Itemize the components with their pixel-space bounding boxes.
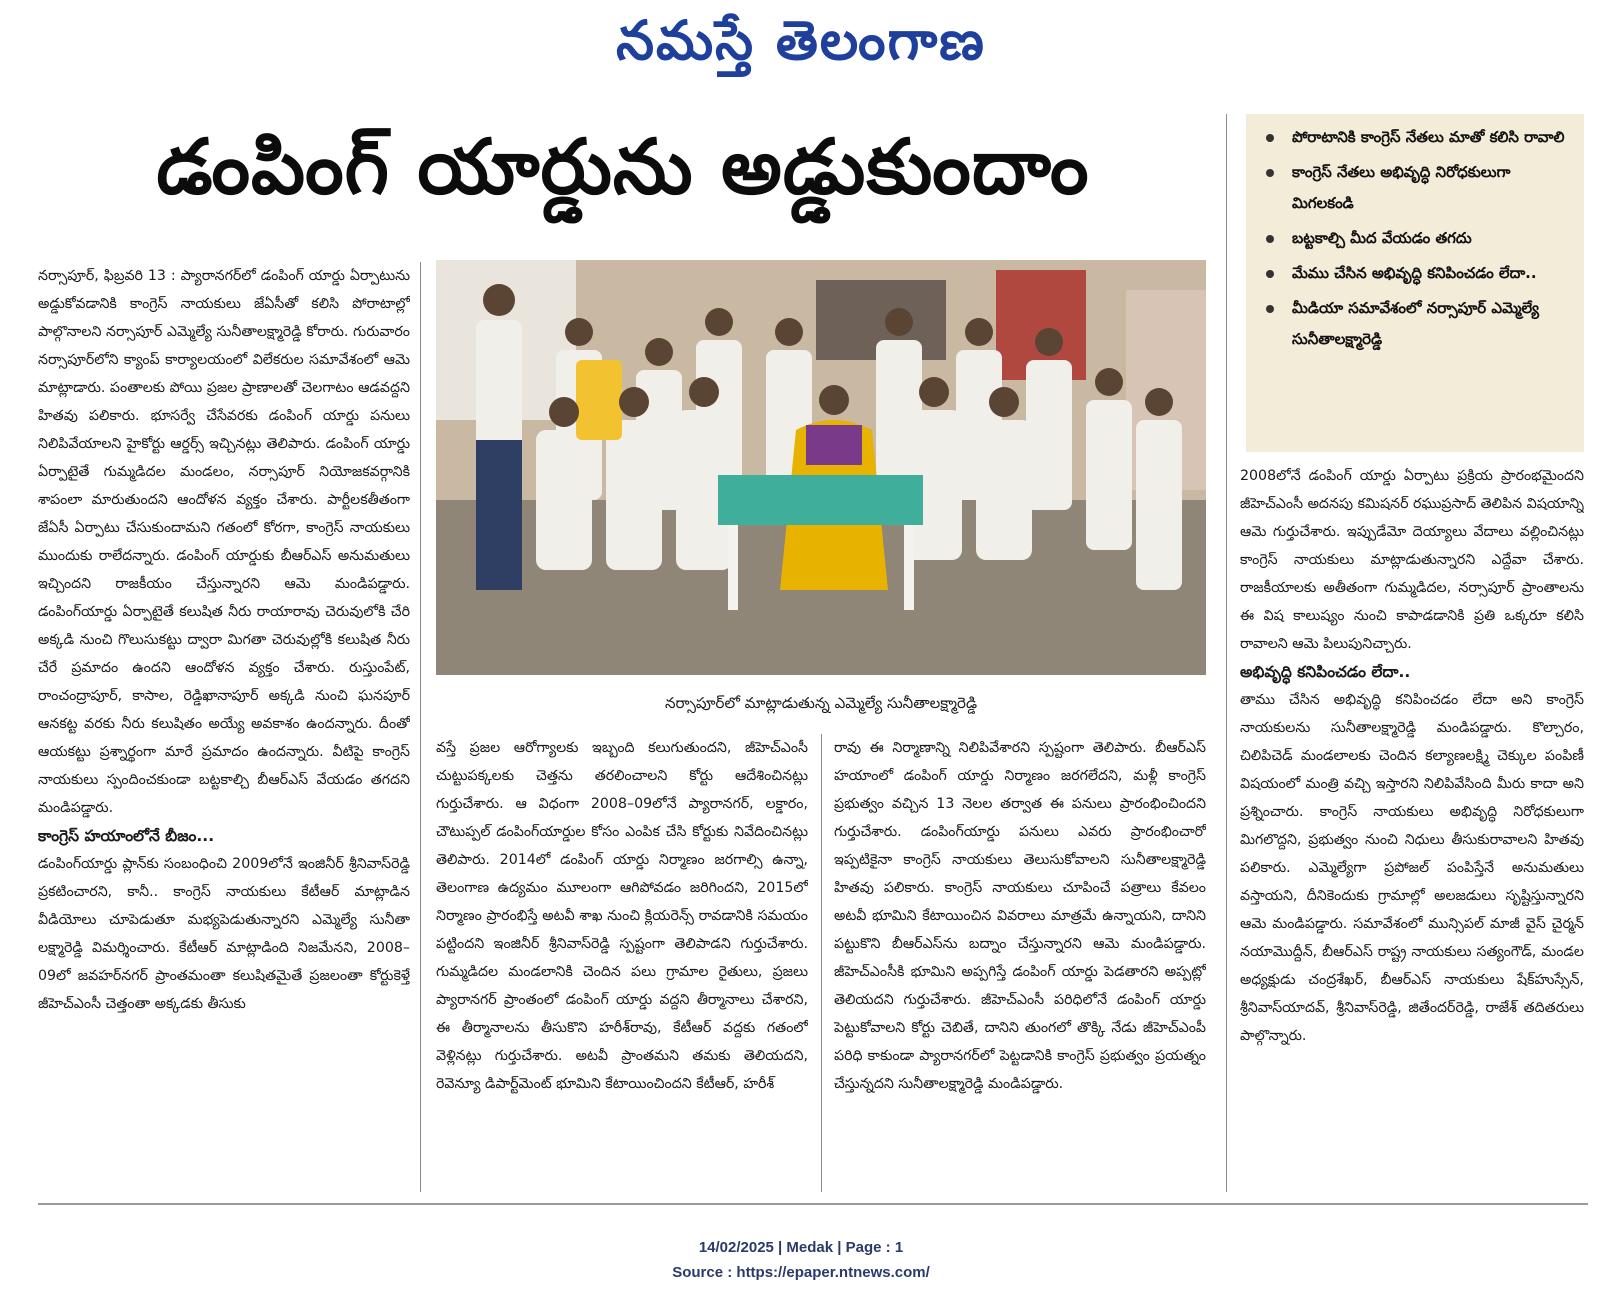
highlight-item: బట్టకాల్చి మీద వేయడం తగదు: [1262, 223, 1576, 254]
highlight-item: కాంగ్రెస్ నేతలు అభివృద్ధి నిరోధకులుగా మిగలకండి: [1262, 157, 1576, 219]
subheading: కాంగ్రెస్ హయాంలోనే బీజం...: [38, 827, 215, 845]
article-paragraph: నర్సాపూర్, ఫిబ్రవరి 13 : ప్యారానగర్‌లో డంపింగ్ యార్డు ఏర్పాటును అడ్డుకోవడానికి కాంగ్రెస్ నాయకులు జేఏసీతో కలిసి పోరాటాల్లో పాల్గొనాలని నర్సాపూర్ ఎమ్మెల్యే సునీతాలక్ష్మారెడ్డి కోరారు. గురువారం నర్సాపూర్‌లోని క్యాంప్ కార్యాలయంలో విలేకరుల సమావేశంలో ఆమె మాట్లాడారు. పంతాలకు పోయి ప్రజల ప్రాణాలతో చెలగాటం ఆడవద్దని హితవు పలికారు. భూసర్వే చేసేవరకు డంపింగ్ యార్డు పనులు నిలిపివేయాలని హైకోర్టు ఆర్డర్స్ ఇచ్చినట్లు తెలిపారు. డంపింగ్ యార్డు ఏర్పాటైతే గుమ్మడిదల మండలం, నర్సాపూర్ నియోజకవర్గానికి శాపంలా మారుతుందని ఆందోళన వ్యక్తం చేశారు. పార్టీలకతీతంగా జేఏసీ ఏర్పాటు చేసుకుందామని గతంలో కోరగా, కాంగ్రెస్ నాయకులు ముందుకు రాలేదన్నారు. డంపింగ్ యార్డుకు బీఆర్ఎస్ అనుమతులు ఇచ్చిందని రాజకీయం చేస్తున్నారని ఆమె మండిపడ్డారు. డంపింగ్‌యార్డు ఏర్పాటైతే కలుషిత నీరు రాయారావు చెరువులోకి చేరి అక్కడి నుంచి గొలుసుకట్టు ద్వారా మిగతా చెరువుల్లోకి కలుషిత నీరు చేరే ప్రమాదం ఉందని ఆందోళన వ్యక్తం చేశారు. రుస్తుంపేట్, రాంచంద్రాపూర్, కాసాల, రెడ్డిఖానాపూర్ అక్కడి నుంచి ఘనపూర్ ఆనకట్ట వరకు నీరు కలుషితం అయ్యే అవకాశం ఉందన్నారు. దీంతో ఆయకట్టు ప్రశ్నార్థంగా మారే ప్రమాదం ఉందన్నారు. వీటిపై కాంగ్రెస్ నాయకులు స్పందించకుండా బట్టకాల్చి బీఆర్ఎస్ వేయడం తగదని మండిపడ్డారు.: [38, 268, 410, 816]
article-paragraph: డంపింగ్‌యార్డు ప్లాన్‌కు సంబంధించి 2009లోనే ఇంజినీర్ శ్రీనివాస్‌రెడ్డి ప్రకటించారని, కానీ.. కాంగ్రెస్ నాయకులు కేటీఆర్ మాట్లాడిన వీడియోలు చూపెడుతూ మభ్యపెడుతున్నారని ఎమ్మెల్యే సునీతా లక్ష్మారెడ్డి విమర్శించారు. కేటీఆర్ మాట్లాడింది నిజమేనని, 2008–09లో జవహర్‌నగర్ ప్రాంతమంతా కలుషితమైతే ప్రజలంతా కోర్టుకెళ్తే జీహెచ్‌ఎంసీ చెత్తంతా అక్కడకు తీసుకు: [38, 856, 410, 1012]
masthead-logo: నమస్తే తెలంగాణ: [616, 8, 986, 72]
article-column-1: [38, 262, 410, 1194]
article-column-2: [436, 734, 808, 1194]
headline: డంపింగ్ యార్డును అడ్డుకుందాం: [156, 122, 1090, 211]
photo-caption: నర్సాపూర్‌లో మాట్లాడుతున్న ఎమ్మెల్యే సునీతాలక్ష్మారెడ్డి: [664, 694, 978, 712]
article-column-4: [1240, 462, 1584, 1194]
bullet-icon: [1266, 169, 1274, 177]
footer-date-edition: 14/02/2025 | Medak | Page : 1: [698, 1239, 904, 1256]
subheading: అభివృద్ధి కనిపించడం లేదా..: [1240, 663, 1411, 681]
bullet-icon: [1266, 134, 1274, 142]
highlight-item: పోరాటానికి కాంగ్రెస్ నేతలు మాతో కలిసి రావాలి: [1262, 122, 1576, 153]
article-paragraph: 2008లోనే డంపింగ్ యార్డు ఏర్పాటు ప్రక్రియ ప్రారంభమైందని జీహెచ్‌ఎంసీ అదనపు కమిషనర్ రఘుప్రసాద్ తెలిపిన విషయాన్ని ఆమె గుర్తుచేశారు. ఇప్పుడేమో దెయ్యాలు వేదాలు వల్లించినట్లు కాంగ్రెస్ నాయకులు మాట్లాడుతున్నారని ఎద్దేవా చేశారు. రాజకీయాలకు అతీతంగా గుమ్మడిదల, నర్సాపూర్ ప్రాంతాలను ఈ విష కాలుష్యం నుంచి కాపాడడానికి ప్రతి ఒక్కరూ కలిసి రావాలని ఆమె పిలుపునిచ్చారు.: [1240, 468, 1584, 652]
highlights-list: [1246, 114, 1584, 355]
article-paragraph: వస్తే ప్రజల ఆరోగ్యాలకు ఇబ్బంది కలుగుతుందని, జీహెచ్‌ఎంసీ చుట్టుపక్కలకు చెత్తను తరలించాలని కోర్టు ఆదేశించినట్లు గుర్తుచేశారు. ఆ విధంగా 2008–09లోనే ప్యారానగర్, లక్డారం, చౌటుప్పల్ డంపింగ్‌యార్డుల కోసం ఎంపిక చేసి కోర్టుకు నివేదించినట్లు తెలిపారు. 2014లో డంపింగ్ యార్డు నిర్మాణం జరగాల్సి ఉన్నా, తెలంగాణ ఉద్యమం మూలంగా ఆగిపోవడం జరిగిందని, 2015లో నిర్మాణం ప్రారంభిస్తే అటవీ శాఖ నుంచి క్లియరెన్స్ రావడానికి సమయం పట్టిందని ఇంజినీర్ శ్రీనివాస్‌రెడ్డి స్పష్టంగా తెలిపాడని గుర్తుచేశారు. గుమ్మడిదల మండలానికి చెందిన పలు గ్రామాల రైతులు, ప్రజలు ప్యారానగర్ ప్రాంతంలో డంపింగ్ యార్డు వద్దని తీర్మానాలు చేశారని, ఈ తీర్మానాలను తీసుకొని హరీశ్‌రావు, కేటీఆర్ వద్దకు గతంలో వెళ్లినట్లు గుర్తుచేశారు. అటవీ ప్రాంతమని తమకు తెలియదని, రెవెన్యూ డిపార్ట్‌మెంట్ భూమిని కేటాయించిందని కేటీఆర్, హరీశ్: [436, 740, 808, 1092]
column-divider: [821, 734, 822, 1192]
bullet-icon: [1266, 270, 1274, 278]
column-divider: [1226, 114, 1227, 1192]
article-column-3: [834, 734, 1206, 1194]
bullet-icon: [1266, 235, 1274, 243]
highlights-box: [1246, 114, 1584, 452]
footer-source: Source : https://epaper.ntnews.com/: [672, 1264, 930, 1281]
article-paragraph: రావు ఈ నిర్మాణాన్ని నిలిపివేశారని స్పష్టంగా తెలిపారు. బీఆర్ఎస్ హయాంలో డంపింగ్ యార్డు నిర్మాణం జరగలేదని, మళ్లీ కాంగ్రెస్ ప్రభుత్వం వచ్చిన 13 నెలల తర్వాత ఈ పనులు ప్రారంభించిందని గుర్తుచేశారు. డంపింగ్‌యార్డు పనులు ఎవరు ప్రారంభించారో ఇప్పటికైనా కాంగ్రెస్ నాయకులు తెలుసుకోవాలని సునీతాలక్ష్మారెడ్డి హితవు పలికారు. కాంగ్రెస్ నాయకులు చూపించే పత్రాలు కేవలం అటవీ భూమిని కేటాయించిన వివరాలు మాత్రమే ఉన్నాయని, దానిని పట్టుకొని బీఆర్ఎస్‌ను బద్నాం చేస్తున్నారని ఆమె మండిపడ్డారు. జీహెచ్‌ఎంసీకి భూమిని అప్పగిస్తే డంపింగ్ యార్డు పెడతారని అప్పట్లో తెలియదని గుర్తుచేశారు. జీహెచ్‌ఎంసీ పరిధిలోనే డంపింగ్ యార్డు పెట్టుకోవాలని కోర్టు చెబితే, దానిని తుంగలో తొక్కి నేడు జీహెచ్‌ఎంపీ పరిధి కాకుండా ప్యారానగర్‌లో పెట్టడానికి కాంగ్రెస్ ప్రభుత్వం ప్రయత్నం చేస్తున్నదని సునీతాలక్ష్మారెడ్డి మండిపడ్డారు.: [834, 740, 1206, 1092]
news-photo: [436, 260, 1206, 675]
column-divider: [420, 262, 421, 1192]
article-paragraph: తాము చేసిన అభివృద్ధి కనిపించడం లేదా అని కాంగ్రెస్ నాయకులను సునీతాలక్ష్మారెడ్డి మండిపడ్డారు. కొల్చారం, చిలిపిచెడ్ మండలాలకు చెందిన కల్యాణలక్ష్మి చెక్కుల పంపిణీ విషయంలో మంత్రి వచ్చి ఇస్తారని నిలిపివేసింది మీరు కాదా అని ప్రశ్నించారు. కాంగ్రెస్ నాయకులు అభివృద్ధి నిరోధకులుగా మిగలొద్దని, ప్రభుత్వం నుంచి నిధులు తీసుకురావాలని హితవు పలికారు. ఎమ్మెల్యేగా ప్రపోజల్ పంపిస్తేనే అనుమతులు వస్తాయని, దీనికెందుకు గ్రామాల్లో అలజడులు సృష్టిస్తున్నారని ఆమె మండిపడ్డారు. సమావేశంలో మున్సిపల్ మాజీ వైస్ చైర్మన్ నయామొద్దీన్, బీఆర్ఎస్ రాష్ట్ర నాయకులు సత్యంగౌడ్, మండల అధ్యక్షుడు చంద్రశేఖర్, బీఆర్ఎస్ నాయకులు షేక్‌హుస్సేన్, శ్రీనివాస్‌యాదవ్, శ్రీనివాస్‌రెడ్డి, జితేందర్‌రెడ్డి, రాజేశ్ తదితరులు పాల్గొన్నారు.: [1240, 692, 1584, 1044]
highlight-item: మీడియా సమావేశంలో నర్సాపూర్ ఎమ్మెల్యే సునీతాలక్ష్మారెడ్డి: [1262, 293, 1576, 355]
news-photo-illustration: [436, 260, 1206, 675]
highlight-item: మేము చేసిన అభివృద్ధి కనిపించడం లేదా..: [1262, 258, 1576, 289]
bullet-icon: [1266, 305, 1274, 313]
bottom-rule: [38, 1203, 1588, 1205]
